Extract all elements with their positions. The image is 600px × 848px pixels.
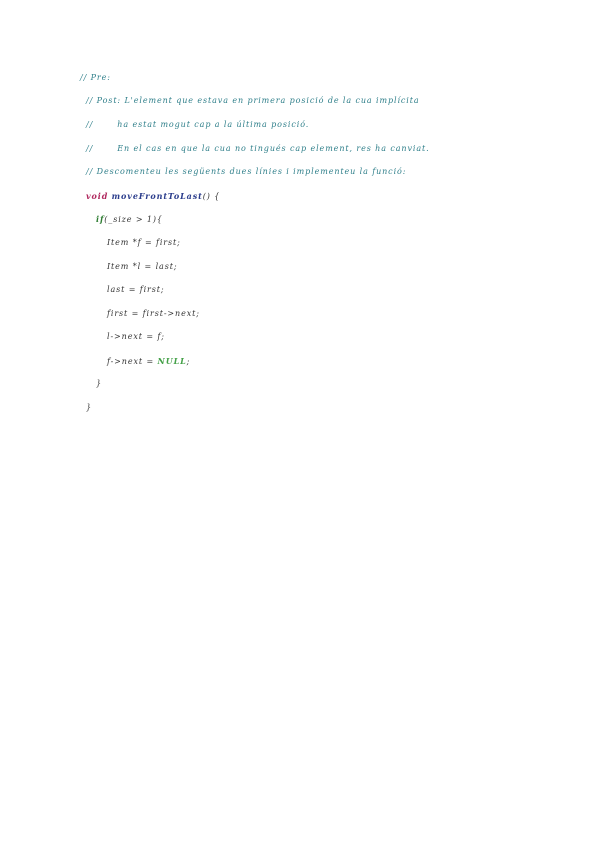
code-token-control: if xyxy=(96,214,105,224)
code-token-text: l->next = f; xyxy=(107,332,165,341)
code-line xyxy=(107,285,165,295)
code-token-text: Item *l = last; xyxy=(107,262,178,271)
code-line xyxy=(86,167,406,177)
code-token-text: first = first->next; xyxy=(107,309,200,318)
code-line xyxy=(96,379,102,389)
code-line xyxy=(86,191,220,202)
code-line xyxy=(86,144,430,154)
code-token-text: () { xyxy=(202,192,221,201)
code-token-constant: NULL xyxy=(157,356,187,366)
code-token-text: f->next = xyxy=(107,357,158,366)
code-line xyxy=(86,96,420,106)
code-line xyxy=(107,238,181,248)
code-token-comment: // Post: L'element que estava en primera posició de la cua implícita xyxy=(86,96,420,105)
code-line xyxy=(107,332,165,342)
code-line xyxy=(107,356,190,367)
code-token-comment: // ha estat mogut cap a la última posició. xyxy=(86,120,310,129)
code-line xyxy=(107,309,200,319)
code-token-text: } xyxy=(86,403,92,412)
code-token-text: last = first; xyxy=(107,285,165,294)
code-line xyxy=(96,214,163,225)
code-token-comment: // Pre: xyxy=(80,73,111,82)
code-token-text: ; xyxy=(186,357,191,366)
code-token-keyword: void xyxy=(86,191,109,201)
code-token-text: } xyxy=(96,379,102,388)
code-token-function: moveFrontToLast xyxy=(111,191,203,201)
code-line xyxy=(86,120,309,130)
code-line xyxy=(107,262,177,272)
code-token-comment: // Descomenteu les següents dues línies i implementeu la funció: xyxy=(86,167,407,176)
code-line xyxy=(80,73,111,83)
code-token-text: (_size > 1){ xyxy=(104,215,163,224)
code-token-text: Item *f = first; xyxy=(107,238,181,247)
code-line xyxy=(86,403,92,413)
code-token-comment: // En el cas en que la cua no tingués cap element, res ha canviat. xyxy=(86,144,430,153)
